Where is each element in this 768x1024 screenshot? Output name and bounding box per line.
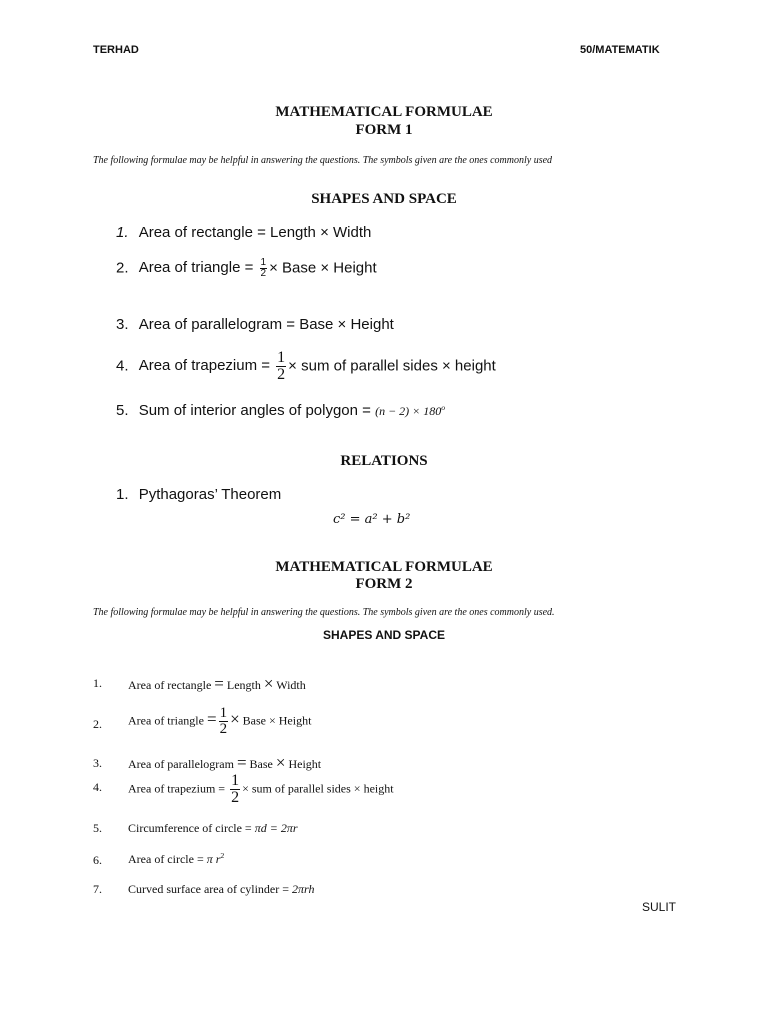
item-text: Area of trapezium = bbox=[138, 357, 275, 375]
form1-item-4 bbox=[116, 350, 496, 383]
form2-item-3-number: 3. bbox=[93, 756, 102, 770]
form1-title: MATHEMATICAL FORMULAE bbox=[275, 104, 493, 120]
item-number: 4. bbox=[116, 357, 129, 375]
item-text: Area of rectangle = Length × Width bbox=[138, 224, 372, 241]
formula: $(n - 2) \times 180^o$ bbox=[375, 403, 446, 418]
item-number: 3. bbox=[116, 316, 129, 333]
item-text-post: × Base × Height bbox=[269, 259, 377, 277]
fraction: $\frac{1}{2}$ bbox=[277, 349, 286, 383]
item-text: Area of parallelogram = Base × Height bbox=[138, 316, 394, 333]
form1-shapes-heading: SHAPES AND SPACE bbox=[311, 191, 457, 207]
item-number: 2. bbox=[116, 259, 129, 277]
item-number: 5. bbox=[116, 402, 129, 419]
form1-item-3 bbox=[116, 316, 394, 333]
footer-right: SULIT bbox=[642, 900, 677, 914]
item-text: Area of triangle = bbox=[138, 259, 258, 277]
form2-item-4: Area of trapezium = $\frac{1}{2}$ × sum of parallel sides × height bbox=[128, 772, 394, 806]
form2-item-5: Circumference of circle = πd = 2πr bbox=[128, 821, 298, 835]
form2-item-6-number: 6. bbox=[93, 853, 102, 867]
form2-item-2: Area of triangle = $\frac{1}{2}$ × Base × Height bbox=[128, 705, 312, 737]
form1-note: The following formulae may be helpful in answering the questions. The symbols given are the ones commonly used bbox=[93, 155, 553, 166]
form2-item-1-number: 1. bbox=[93, 676, 102, 690]
fraction: $\frac{1}{2}$ bbox=[231, 772, 240, 806]
item-text: Sum of interior angles of polygon = bbox=[138, 402, 376, 419]
form2-item-7: Curved surface area of cylinder = 2πrh bbox=[128, 882, 315, 896]
form1-subtitle: FORM 1 bbox=[355, 122, 413, 138]
fraction: $\frac{1}{2}$ bbox=[219, 705, 228, 737]
form2-item-3: Area of parallelogram = Base × Height bbox=[128, 753, 322, 772]
form2-shapes-heading: SHAPES AND SPACE bbox=[322, 628, 446, 642]
item-text: Pythagoras’ Theorem bbox=[138, 486, 282, 503]
item-number: 1. bbox=[116, 486, 129, 503]
form2-item-6: Area of circle = π $r^2$ bbox=[128, 851, 225, 866]
form1-item-5 bbox=[116, 402, 445, 419]
form1-relation-1 bbox=[116, 486, 281, 503]
pythagoras-formula: c² = a² + b² bbox=[333, 512, 411, 527]
fraction: $\frac{1}{2}$ bbox=[260, 257, 267, 279]
form2-item-7-number: 7. bbox=[93, 882, 102, 896]
form2-item-4-number: 4. bbox=[93, 780, 102, 794]
form1-item-1 bbox=[116, 224, 371, 241]
form2-subtitle: FORM 2 bbox=[355, 576, 413, 592]
header-left: TERHAD bbox=[93, 44, 139, 56]
form1-item-2 bbox=[116, 258, 377, 279]
form2-item-5-number: 5. bbox=[93, 821, 102, 835]
form2-title: MATHEMATICAL FORMULAE bbox=[275, 559, 493, 575]
form1-relations-heading: RELATIONS bbox=[340, 453, 428, 469]
form2-note: The following formulae may be helpful in answering the questions. The symbols given are the ones commonly used. bbox=[93, 607, 555, 618]
form2-item-2-number: 2. bbox=[93, 717, 102, 731]
item-number: 1. bbox=[116, 224, 129, 241]
item-text-post: × sum of parallel sides × height bbox=[288, 357, 496, 375]
header-right: 50/MATEMATIK bbox=[580, 44, 660, 56]
form2-item-1: Area of rectangle = Length × Width bbox=[128, 674, 306, 693]
